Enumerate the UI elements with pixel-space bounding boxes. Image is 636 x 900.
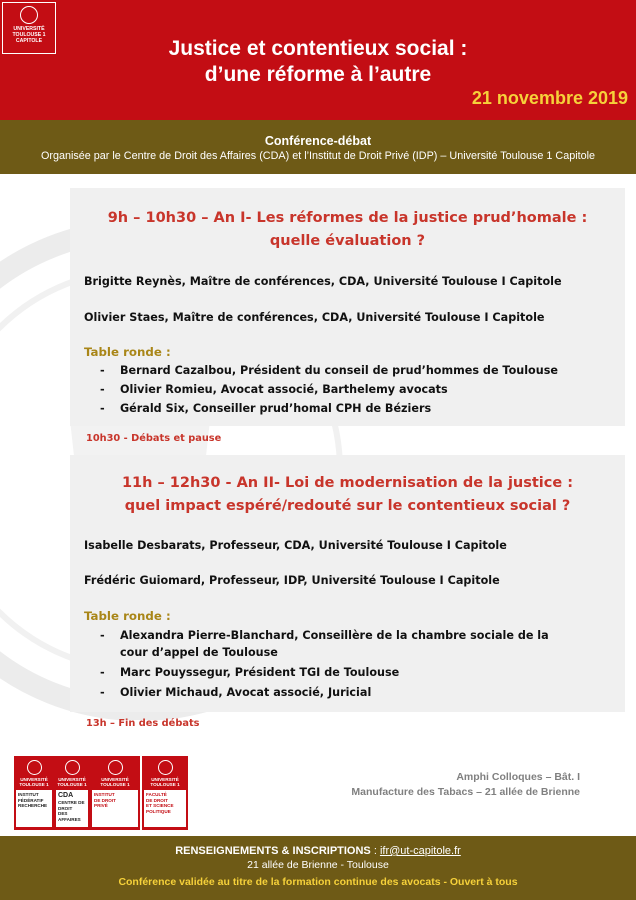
seal-icon	[20, 6, 38, 24]
band-subtitle: Organisée par le Centre de Droit des Affaires (CDA) et l’Institut de Droit Privé (IDP) – Université Toulouse 1 Capitole	[40, 150, 596, 162]
logo-text: FÉDÉRATIF	[18, 797, 44, 803]
email-link[interactable]: ifr@ut-capitole.fr	[379, 845, 461, 857]
university-logo	[2, 2, 56, 54]
logo-faculte	[142, 756, 188, 830]
panelist: Gérald Six, Conseiller prud’homal CPH de Béziers	[120, 402, 432, 415]
list-item	[100, 399, 558, 418]
logo-text: TOULOUSE 1	[57, 782, 87, 788]
logo-text: DE DROIT	[146, 797, 168, 803]
separator: :	[370, 845, 380, 857]
logo-line: UNIVERSITÉ	[13, 26, 45, 32]
dash: -	[100, 629, 105, 642]
list-item	[100, 380, 558, 399]
event-date: 21 novembre 2019	[471, 88, 628, 108]
logo-text: RECHERCHE	[18, 803, 48, 808]
speaker: Brigitte Reynès, Maître de conférences, CDA, Université Toulouse I Capitole	[84, 275, 562, 288]
logo-text: TOULOUSE 1	[19, 782, 49, 788]
logo-text: DE DROIT	[94, 797, 116, 803]
logo-text: CDA	[58, 792, 74, 799]
logo-text: ET SCIENCE	[146, 803, 174, 808]
venue-line-1: Amphi Colloques – Bât. I	[456, 771, 580, 783]
title-line-2: d’une réforme à l’autre	[204, 63, 432, 86]
logo-text: UNIVERSITÉ	[58, 777, 86, 782]
session-1-note: 10h30 - Débats et pause	[86, 433, 222, 444]
list-item	[100, 627, 575, 661]
logo-line: CAPITOLE	[15, 38, 43, 44]
footer-band	[0, 836, 636, 900]
list-item	[100, 684, 575, 701]
venue	[351, 770, 580, 800]
logo-idp	[90, 756, 140, 830]
footer-address: 21 allée de Brienne - Toulouse	[247, 859, 389, 871]
list-item	[100, 361, 558, 380]
logo-text: CENTRE DE DROIT	[58, 800, 85, 811]
logo-panel	[144, 790, 186, 827]
table-ronde-label: Table ronde :	[84, 345, 171, 359]
logo-text: PRIVÉ	[94, 803, 108, 808]
dash: -	[100, 686, 105, 699]
logo-panel	[16, 790, 52, 827]
speaker: Isabelle Desbarats, Professeur, CDA, Université Toulouse I Capitole	[84, 539, 507, 552]
session-2-note: 13h – Fin des débats	[86, 718, 200, 729]
logo-panel	[56, 790, 88, 827]
dash: -	[100, 383, 105, 396]
logo-text: POLITIQUE	[146, 808, 171, 814]
session-1-title	[70, 207, 625, 253]
session-2-title-line-2: quel impact espéré/redouté sur le contentieux social ?	[124, 498, 571, 514]
panelist: Olivier Romieu, Avocat associé, Barthelemy avocats	[120, 383, 448, 396]
logo-panel	[92, 790, 138, 827]
table-ronde-label: Table ronde :	[84, 609, 171, 623]
session-2-title	[70, 472, 625, 518]
seal-icon	[27, 760, 42, 775]
panelist: Bernard Cazalbou, Président du conseil de prud’hommes de Toulouse	[120, 364, 558, 377]
panelist: Olivier Michaud, Avocat associé, Juricial	[120, 686, 372, 699]
dash: -	[100, 402, 105, 415]
logo-text: FACULTÉ	[146, 792, 167, 797]
session-1-title-line-2: quelle évaluation ?	[269, 233, 426, 249]
title-line-1: Justice et contentieux social :	[168, 37, 468, 60]
dash: -	[100, 364, 105, 377]
list-item	[100, 664, 575, 681]
logo-text: UNIVERSITÉ	[151, 777, 179, 782]
registration-label: RENSEIGNEMENTS & INSCRIPTIONS	[175, 845, 371, 857]
table-ronde-list	[100, 361, 558, 418]
panelist: Marc Pouyssegur, Président TGI de Toulouse	[120, 666, 400, 679]
session-1-title-line-1: 9h – 10h30 – An I- Les réformes de la justice prud’homale :	[107, 210, 588, 226]
band-heading: Conférence-débat	[264, 134, 372, 148]
logo-text: UNIVERSITÉ	[101, 777, 129, 782]
logo-text: INSTITUT	[18, 792, 39, 797]
logo-text: UNIVERSITÉ	[20, 777, 48, 782]
seal-icon	[108, 760, 123, 775]
registration-line	[0, 845, 636, 857]
logo-cda	[54, 756, 90, 830]
seal-icon	[158, 760, 173, 775]
logo-text: TOULOUSE 1	[150, 782, 180, 788]
logo-ifr	[14, 756, 54, 830]
seal-icon	[65, 760, 80, 775]
speaker: Olivier Staes, Maître de conférences, CDA, Université Toulouse I Capitole	[84, 311, 545, 324]
logo-text: TOULOUSE 1	[100, 782, 130, 788]
logo-line: TOULOUSE 1	[12, 32, 46, 38]
header-banner	[0, 0, 636, 120]
conference-band	[0, 120, 636, 174]
venue-line-2: Manufacture des Tabacs – 21 allée de Brienne	[351, 786, 580, 798]
speaker: Frédéric Guiomard, Professeur, IDP, Université Toulouse I Capitole	[84, 574, 500, 587]
footer-validation: Conférence validée au titre de la formation continue des avocats - Ouvert à tous	[118, 876, 518, 888]
page-title	[60, 36, 576, 88]
table-ronde-list	[100, 627, 575, 704]
dash: -	[100, 666, 105, 679]
panelist: Alexandra Pierre-Blanchard, Conseillère de la chambre sociale de la cour d’appel de Toulouse	[120, 629, 549, 659]
logo-text: INSTITUT	[94, 792, 115, 797]
logo-text: DES AFFAIRES	[58, 811, 81, 822]
session-2-title-line-1: 11h – 12h30 - An II- Loi de modernisation de la justice :	[121, 475, 574, 491]
